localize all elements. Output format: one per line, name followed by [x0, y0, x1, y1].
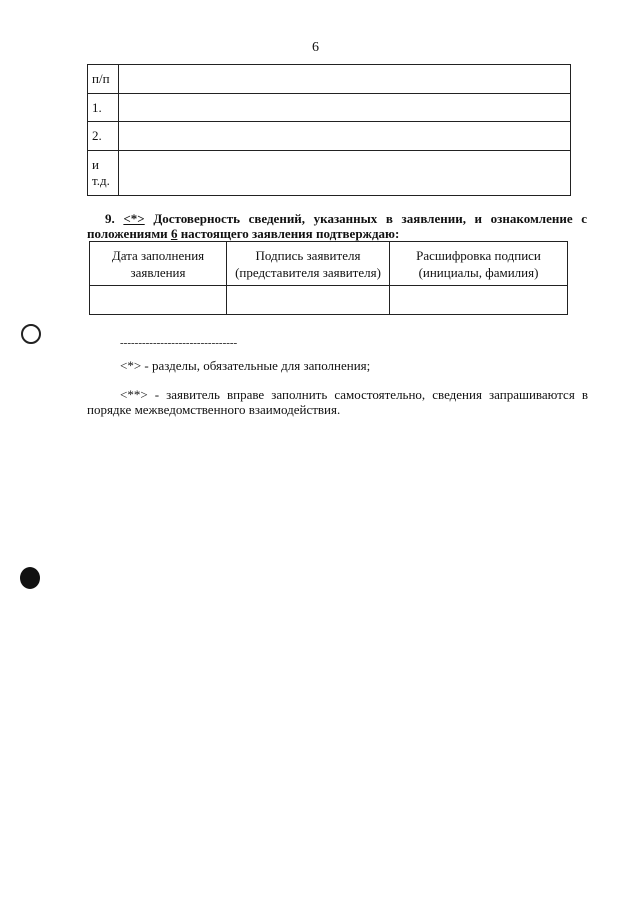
hole-punch-icon — [20, 567, 40, 589]
header-name: Расшифровка подписи (инициалы, фамилия) — [390, 242, 568, 286]
section-ref: 6 — [170, 226, 178, 241]
table-cell-number: 2. — [88, 122, 119, 151]
scan-mark-icon — [21, 324, 41, 344]
table-row — [88, 65, 571, 94]
section-9-confirmation — [87, 211, 587, 241]
table-cell-content — [119, 151, 571, 196]
table-header-row — [90, 242, 568, 286]
page-number: 6 — [312, 40, 319, 55]
header-date: Дата заполнения заявления — [90, 242, 227, 286]
signature-cell[interactable] — [227, 286, 390, 315]
table-row — [88, 122, 571, 151]
items-table — [87, 64, 571, 196]
footnote-2: <**> - заявитель вправе заполнить самостоятельно, сведения запрашиваются в порядке межведомственного взаимодействия. — [87, 387, 588, 417]
date-cell[interactable] — [90, 286, 227, 315]
table-cell-number: и т.д. — [88, 151, 119, 196]
section-text-a: Достоверность сведений, указанных в заявлении, и ознакомление с положениями — [87, 211, 588, 241]
header-signature: Подпись заявителя (представителя заявителя) — [227, 242, 390, 286]
signature-table — [89, 241, 568, 315]
table-row — [88, 151, 571, 196]
table-row — [88, 94, 571, 122]
table-cell-content — [119, 94, 571, 122]
required-marker: <*> — [123, 211, 145, 226]
table-cell-content — [119, 122, 571, 151]
section-text-b: настоящего заявления подтверждаю: — [177, 226, 400, 241]
footnote-divider: -------------------------------- — [120, 337, 238, 349]
table-row — [90, 286, 568, 315]
table-cell-number: 1. — [88, 94, 119, 122]
name-cell[interactable] — [390, 286, 568, 315]
section-number: 9. — [105, 211, 115, 226]
table-cell-number: п/п — [88, 65, 119, 94]
table-cell-content — [119, 65, 571, 94]
footnote-1: <*> - разделы, обязательные для заполнения; — [120, 358, 371, 373]
